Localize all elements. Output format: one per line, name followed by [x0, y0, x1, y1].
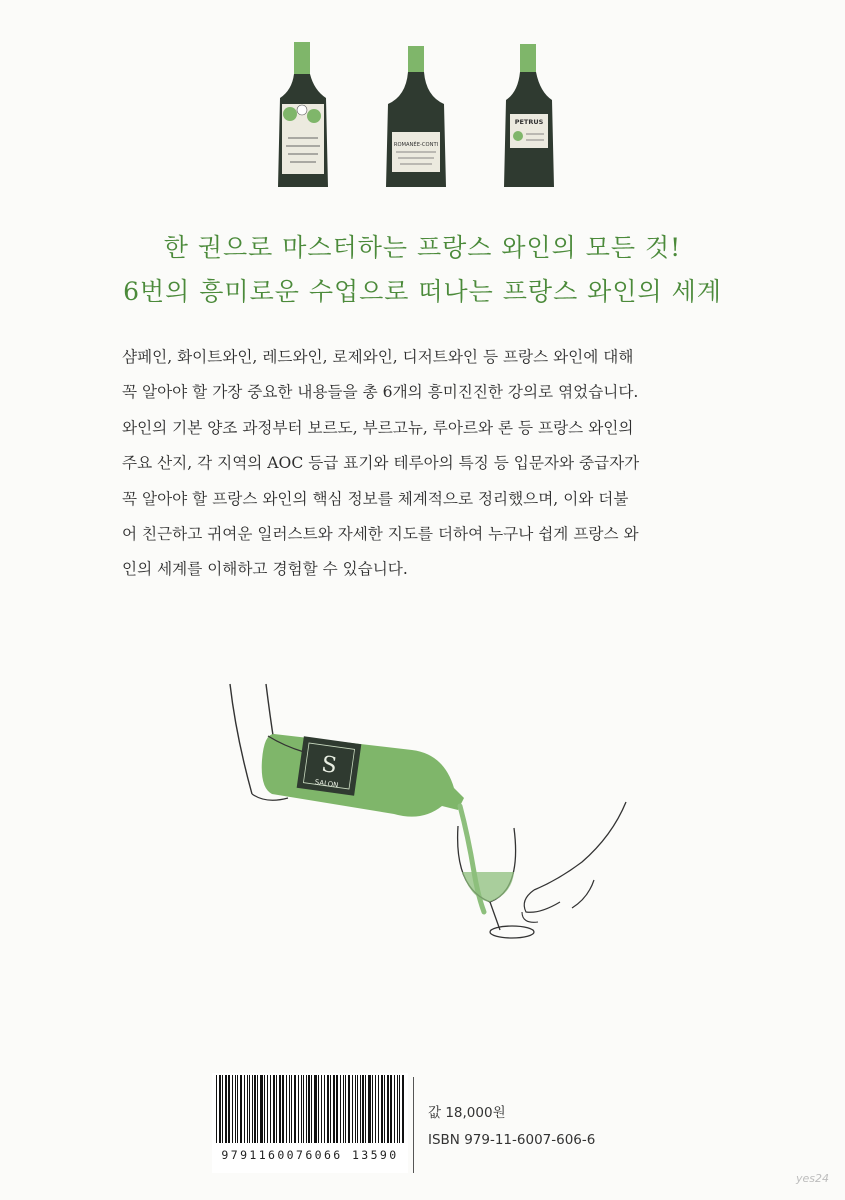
barcode-bar [298, 1075, 299, 1143]
description-line: 꼭 알아야 할 가장 중요한 내용들을 총 6개의 흥미진진한 강의로 엮었습니다. [122, 383, 639, 402]
watermark: yes24 [796, 1172, 830, 1185]
barcode-bar [228, 1075, 230, 1143]
barcode-digits: 9791160076066 13590 [221, 1148, 399, 1162]
barcode-bar [365, 1075, 366, 1143]
barcode-bar [340, 1075, 341, 1143]
barcode-bar [399, 1075, 400, 1143]
barcode-bar [372, 1075, 373, 1143]
barcode-bar [360, 1075, 361, 1143]
bottle-label-text: ROMANÉE-CONTI [393, 142, 439, 148]
headline-line-2: 6번의 흥미로운 수업으로 떠나는 프랑스 와인의 세계 [123, 277, 722, 306]
wine-bottle-icon [262, 734, 464, 817]
barcode-bar [249, 1075, 250, 1143]
barcode-bar [225, 1075, 227, 1143]
headline-line-1: 한 권으로 마스터하는 프랑스 와인의 모든 것! [163, 233, 682, 262]
wine-bottle-icon [278, 42, 328, 187]
barcode-bar [387, 1075, 389, 1143]
barcode-bar [254, 1075, 256, 1143]
svg-text:S: S [319, 752, 339, 779]
barcode-bar [402, 1075, 404, 1143]
barcode-bar [273, 1075, 275, 1143]
isbn: ISBN 979-11-6007-606-6 [428, 1132, 596, 1148]
divider [413, 1077, 414, 1173]
barcode-bar [270, 1075, 271, 1143]
barcode-bar [324, 1075, 325, 1143]
barcode-bar [289, 1075, 290, 1143]
barcode-bar [330, 1075, 331, 1143]
barcode-bar [235, 1075, 236, 1143]
barcode-bar [291, 1075, 292, 1143]
barcode-bar [384, 1075, 385, 1143]
barcode-bar [276, 1075, 277, 1143]
barcode-bar [390, 1075, 392, 1143]
barcode-bar [311, 1075, 312, 1143]
price-info [428, 1100, 595, 1154]
barcode-bar [303, 1075, 304, 1143]
barcode-bar [352, 1075, 353, 1143]
bottle-label-text: PETRUS [514, 118, 544, 126]
barcode-bar [362, 1075, 364, 1143]
barcode-bar [345, 1075, 346, 1143]
barcode-bar [375, 1075, 376, 1143]
description-line: 와인의 기본 양조 과정부터 보르도, 부르고뉴, 루아르와 론 등 프랑스 와인의 [122, 418, 634, 437]
barcode-icon [212, 1073, 408, 1145]
wine-bottles-illustration [268, 42, 568, 192]
barcode-bar [333, 1075, 335, 1143]
description-line: 어 친근하고 귀여운 일러스트와 자세한 지도를 더하여 누구나 쉽게 프랑스 와 [122, 525, 639, 544]
barcode-bar [314, 1075, 317, 1143]
barcode-bar [240, 1075, 242, 1143]
barcode-bar [222, 1075, 223, 1143]
barcode-bar [394, 1075, 395, 1143]
barcode-bar [343, 1075, 344, 1143]
bottle-label-text: SALON [314, 778, 339, 790]
barcode-bar [244, 1075, 245, 1143]
barcode-bar [252, 1075, 253, 1143]
description-line: 주요 산지, 각 지역의 AOC 등급 표기와 테루아의 특징 등 입문자와 중급자가 [122, 454, 640, 473]
barcode-bar [357, 1075, 358, 1143]
barcode-bar [260, 1075, 263, 1143]
barcode-bar [264, 1075, 265, 1143]
barcode-bar [286, 1075, 287, 1143]
barcode-bar [381, 1075, 383, 1143]
barcode-bar [267, 1075, 268, 1143]
barcode-bar [232, 1075, 233, 1143]
barcode-bar [301, 1075, 302, 1143]
wine-bottle-icon [386, 46, 446, 187]
description-line: 샴페인, 화이트와인, 레드와인, 로제와인, 디저트와인 등 프랑스 와인에 대해 [122, 348, 634, 366]
wine-bottle-icon [504, 44, 554, 187]
barcode-bar [321, 1075, 322, 1143]
barcode-bar [308, 1075, 310, 1143]
barcode-bar [368, 1075, 371, 1143]
barcode-bar [257, 1075, 258, 1143]
barcode-bar [348, 1075, 350, 1143]
barcode-bar [279, 1075, 281, 1143]
barcode-bar [282, 1075, 284, 1143]
description-line: 꼭 알아야 할 프랑스 와인의 핵심 정보를 체계적으로 정리했으며, 이와 더불 [122, 489, 629, 508]
description-line: 인의 세계를 이해하고 경험할 수 있습니다. [122, 560, 408, 579]
barcode-bar [378, 1075, 379, 1143]
isbn-barcode [212, 1073, 408, 1173]
price: 값 18,000원 [428, 1105, 506, 1121]
barcode-bar [219, 1075, 221, 1143]
barcode-bar [336, 1075, 338, 1143]
barcode-bar [355, 1075, 356, 1143]
barcode-bar [306, 1075, 307, 1143]
barcode-bar [318, 1075, 319, 1143]
book-description [122, 340, 732, 588]
barcode-bar [294, 1075, 296, 1143]
barcode-bar [327, 1075, 329, 1143]
barcode-bar [216, 1075, 217, 1143]
barcode-bar [397, 1075, 398, 1143]
pouring-wine-illustration [222, 676, 642, 976]
barcode-bar [237, 1075, 238, 1143]
barcode-bar [247, 1075, 248, 1143]
